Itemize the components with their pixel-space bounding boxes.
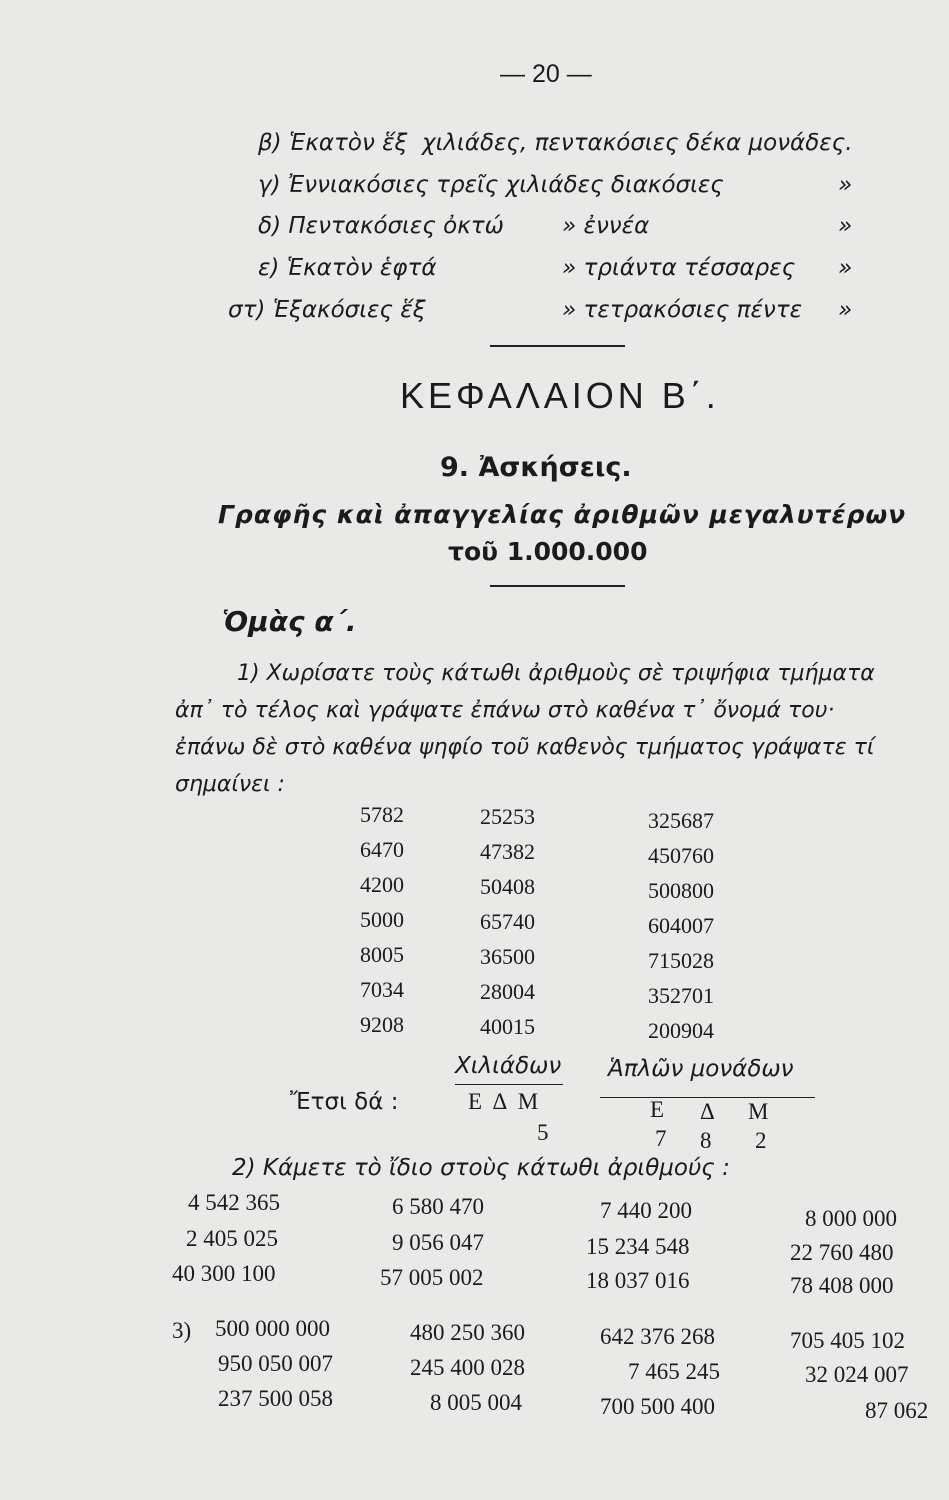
number-cell: 47382	[480, 839, 535, 864]
list-item	[258, 172, 724, 198]
number-cell: 715028	[648, 948, 714, 973]
list-item	[228, 297, 426, 323]
ditto-mark: »	[838, 213, 853, 239]
instruction-line: 1) Χωρίσατε τοὺς κάτωθι ἀριθμοὺς σὲ τριψήφια τμήματα	[237, 661, 875, 686]
group-title: Ὁμὰς α΄.	[222, 605, 357, 638]
number-cell: 25253	[480, 804, 535, 829]
units-digit: 8	[700, 1128, 712, 1153]
thousands-digit: 5	[537, 1120, 549, 1145]
units-header: Ἁπλῶν μονάδων	[608, 1056, 794, 1082]
list-text-b: » ἐννέα	[562, 213, 650, 239]
header-underline	[455, 1084, 563, 1085]
number-cell: 4 542 365	[188, 1190, 280, 1215]
list-label: β)	[258, 130, 282, 156]
list-text-a: Πεντακόσιες ὀκτώ	[288, 213, 504, 239]
number-cell: 8005	[360, 942, 404, 967]
thousands-columns: Ε Δ Μ	[468, 1089, 542, 1114]
list-text-a: Ἑκατὸν ἑφτά	[286, 255, 437, 281]
ditto-mark: »	[838, 172, 853, 198]
number-cell: 705 405 102	[790, 1328, 905, 1353]
units-col-m: Μ	[748, 1099, 769, 1124]
list-label: δ)	[258, 213, 282, 239]
number-cell: 500 000 000	[215, 1316, 330, 1341]
header-underline	[600, 1097, 815, 1098]
page-number: — 20 —	[500, 60, 592, 88]
list-label: γ)	[258, 172, 281, 198]
list-label: στ)	[228, 297, 266, 323]
number-cell: 700 500 400	[600, 1394, 715, 1419]
thousands-header: Χιλιάδων	[455, 1053, 562, 1079]
number-cell: 200904	[648, 1018, 714, 1043]
section-subtitle-number: τοῦ 1.000.000	[448, 537, 648, 566]
number-cell: 87 062	[865, 1398, 929, 1423]
number-cell: 15 234 548	[586, 1234, 690, 1259]
number-cell: 325687	[648, 808, 714, 833]
number-cell: 18 037 016	[586, 1268, 690, 1293]
list-text-b: » τετρακόσιες πέντε	[562, 297, 803, 323]
number-cell: 9208	[360, 1012, 404, 1037]
number-cell: 57 005 002	[380, 1265, 484, 1290]
number-cell: 604007	[648, 913, 714, 938]
divider	[490, 345, 625, 347]
units-col-d: Δ	[700, 1099, 715, 1124]
list-text-a: Ἑκατὸν ἕξ	[288, 130, 408, 156]
divider	[490, 585, 625, 587]
number-cell: 500800	[648, 878, 714, 903]
instruction-line: ἀπ᾿ τὸ τέλος καὶ γράψατε ἐπάνω στὸ καθένα τ᾿ ὄνομά του·	[175, 698, 835, 723]
chapter-title: ΚΕΦΑΛΑΙΟΝ Β΄.	[400, 375, 720, 416]
number-cell: 8 005 004	[430, 1390, 522, 1415]
ditto-mark: »	[838, 297, 853, 323]
instruction-line: ἐπάνω δὲ στὸ καθένα ψηφίο τοῦ καθενὸς τμήματος γράψατε τί	[175, 735, 875, 760]
section-title: 9. Ἀσκήσεις.	[440, 452, 632, 483]
exercise-1-instructions	[175, 655, 940, 803]
number-cell: 245 400 028	[410, 1355, 525, 1380]
number-cell: 642 376 268	[600, 1324, 715, 1349]
list-item	[258, 213, 504, 239]
number-cell: 28004	[480, 979, 535, 1004]
number-cell: 78 408 000	[790, 1273, 894, 1298]
number-cell: 65740	[480, 909, 535, 934]
number-cell: 5782	[360, 802, 404, 827]
list-label: ε)	[258, 255, 280, 281]
ditto-mark: »	[838, 255, 853, 281]
number-cell: 36500	[480, 944, 535, 969]
number-cell: 480 250 360	[410, 1320, 525, 1345]
list-text-b: » τριάντα τέσσαρες	[562, 255, 796, 281]
section-subtitle: Γραφῆς καὶ ἀπαγγελίας ἀριθμῶν μεγαλυτέρων	[218, 500, 907, 529]
instruction-line: σημαίνει :	[175, 772, 285, 797]
list-text-a: Ἐννιακόσιες τρεῖς	[287, 172, 499, 198]
number-cell: 5000	[360, 907, 404, 932]
number-cell: 6 580 470	[392, 1194, 484, 1219]
list-item	[258, 255, 436, 281]
number-cell: 50408	[480, 874, 535, 899]
number-cell: 352701	[648, 983, 714, 1008]
number-cell: 7034	[360, 977, 404, 1002]
number-cell: 40015	[480, 1014, 535, 1039]
number-cell: 9 056 047	[392, 1230, 484, 1255]
number-cell: 237 500 058	[218, 1386, 333, 1411]
exercise-3-label: 3)	[172, 1318, 192, 1343]
list-text-b: χιλιάδες διακόσιες	[505, 172, 724, 198]
number-cell: 450760	[648, 843, 714, 868]
number-cell: 6470	[360, 837, 404, 862]
number-cell: 7 440 200	[600, 1198, 692, 1223]
list-text-b: χιλιάδες, πεντακόσιες δέκα	[422, 130, 742, 156]
number-cell: 8 000 000	[805, 1206, 897, 1231]
list-text-a: Ἑξακόσιες ἕξ	[272, 297, 426, 323]
units-digit: 7	[655, 1126, 667, 1151]
number-cell: 950 050 007	[218, 1351, 333, 1376]
units-col-e: Ε	[650, 1097, 665, 1122]
example-label: Ἔτσι δά :	[290, 1089, 399, 1115]
list-text-c: μονάδες.	[748, 130, 853, 156]
units-digit: 2	[755, 1128, 767, 1153]
exercise-2-instructions: 2) Κάμετε τὸ ἴδιο στοὺς κάτωθι ἀριθμούς :	[232, 1155, 730, 1181]
number-cell: 40 300 100	[172, 1261, 276, 1286]
number-cell: 32 024 007	[805, 1362, 909, 1387]
number-cell: 2 405 025	[186, 1226, 278, 1251]
number-cell: 22 760 480	[790, 1240, 894, 1265]
list-item	[258, 130, 853, 156]
number-cell: 4200	[360, 872, 404, 897]
number-cell: 7 465 245	[628, 1359, 720, 1384]
